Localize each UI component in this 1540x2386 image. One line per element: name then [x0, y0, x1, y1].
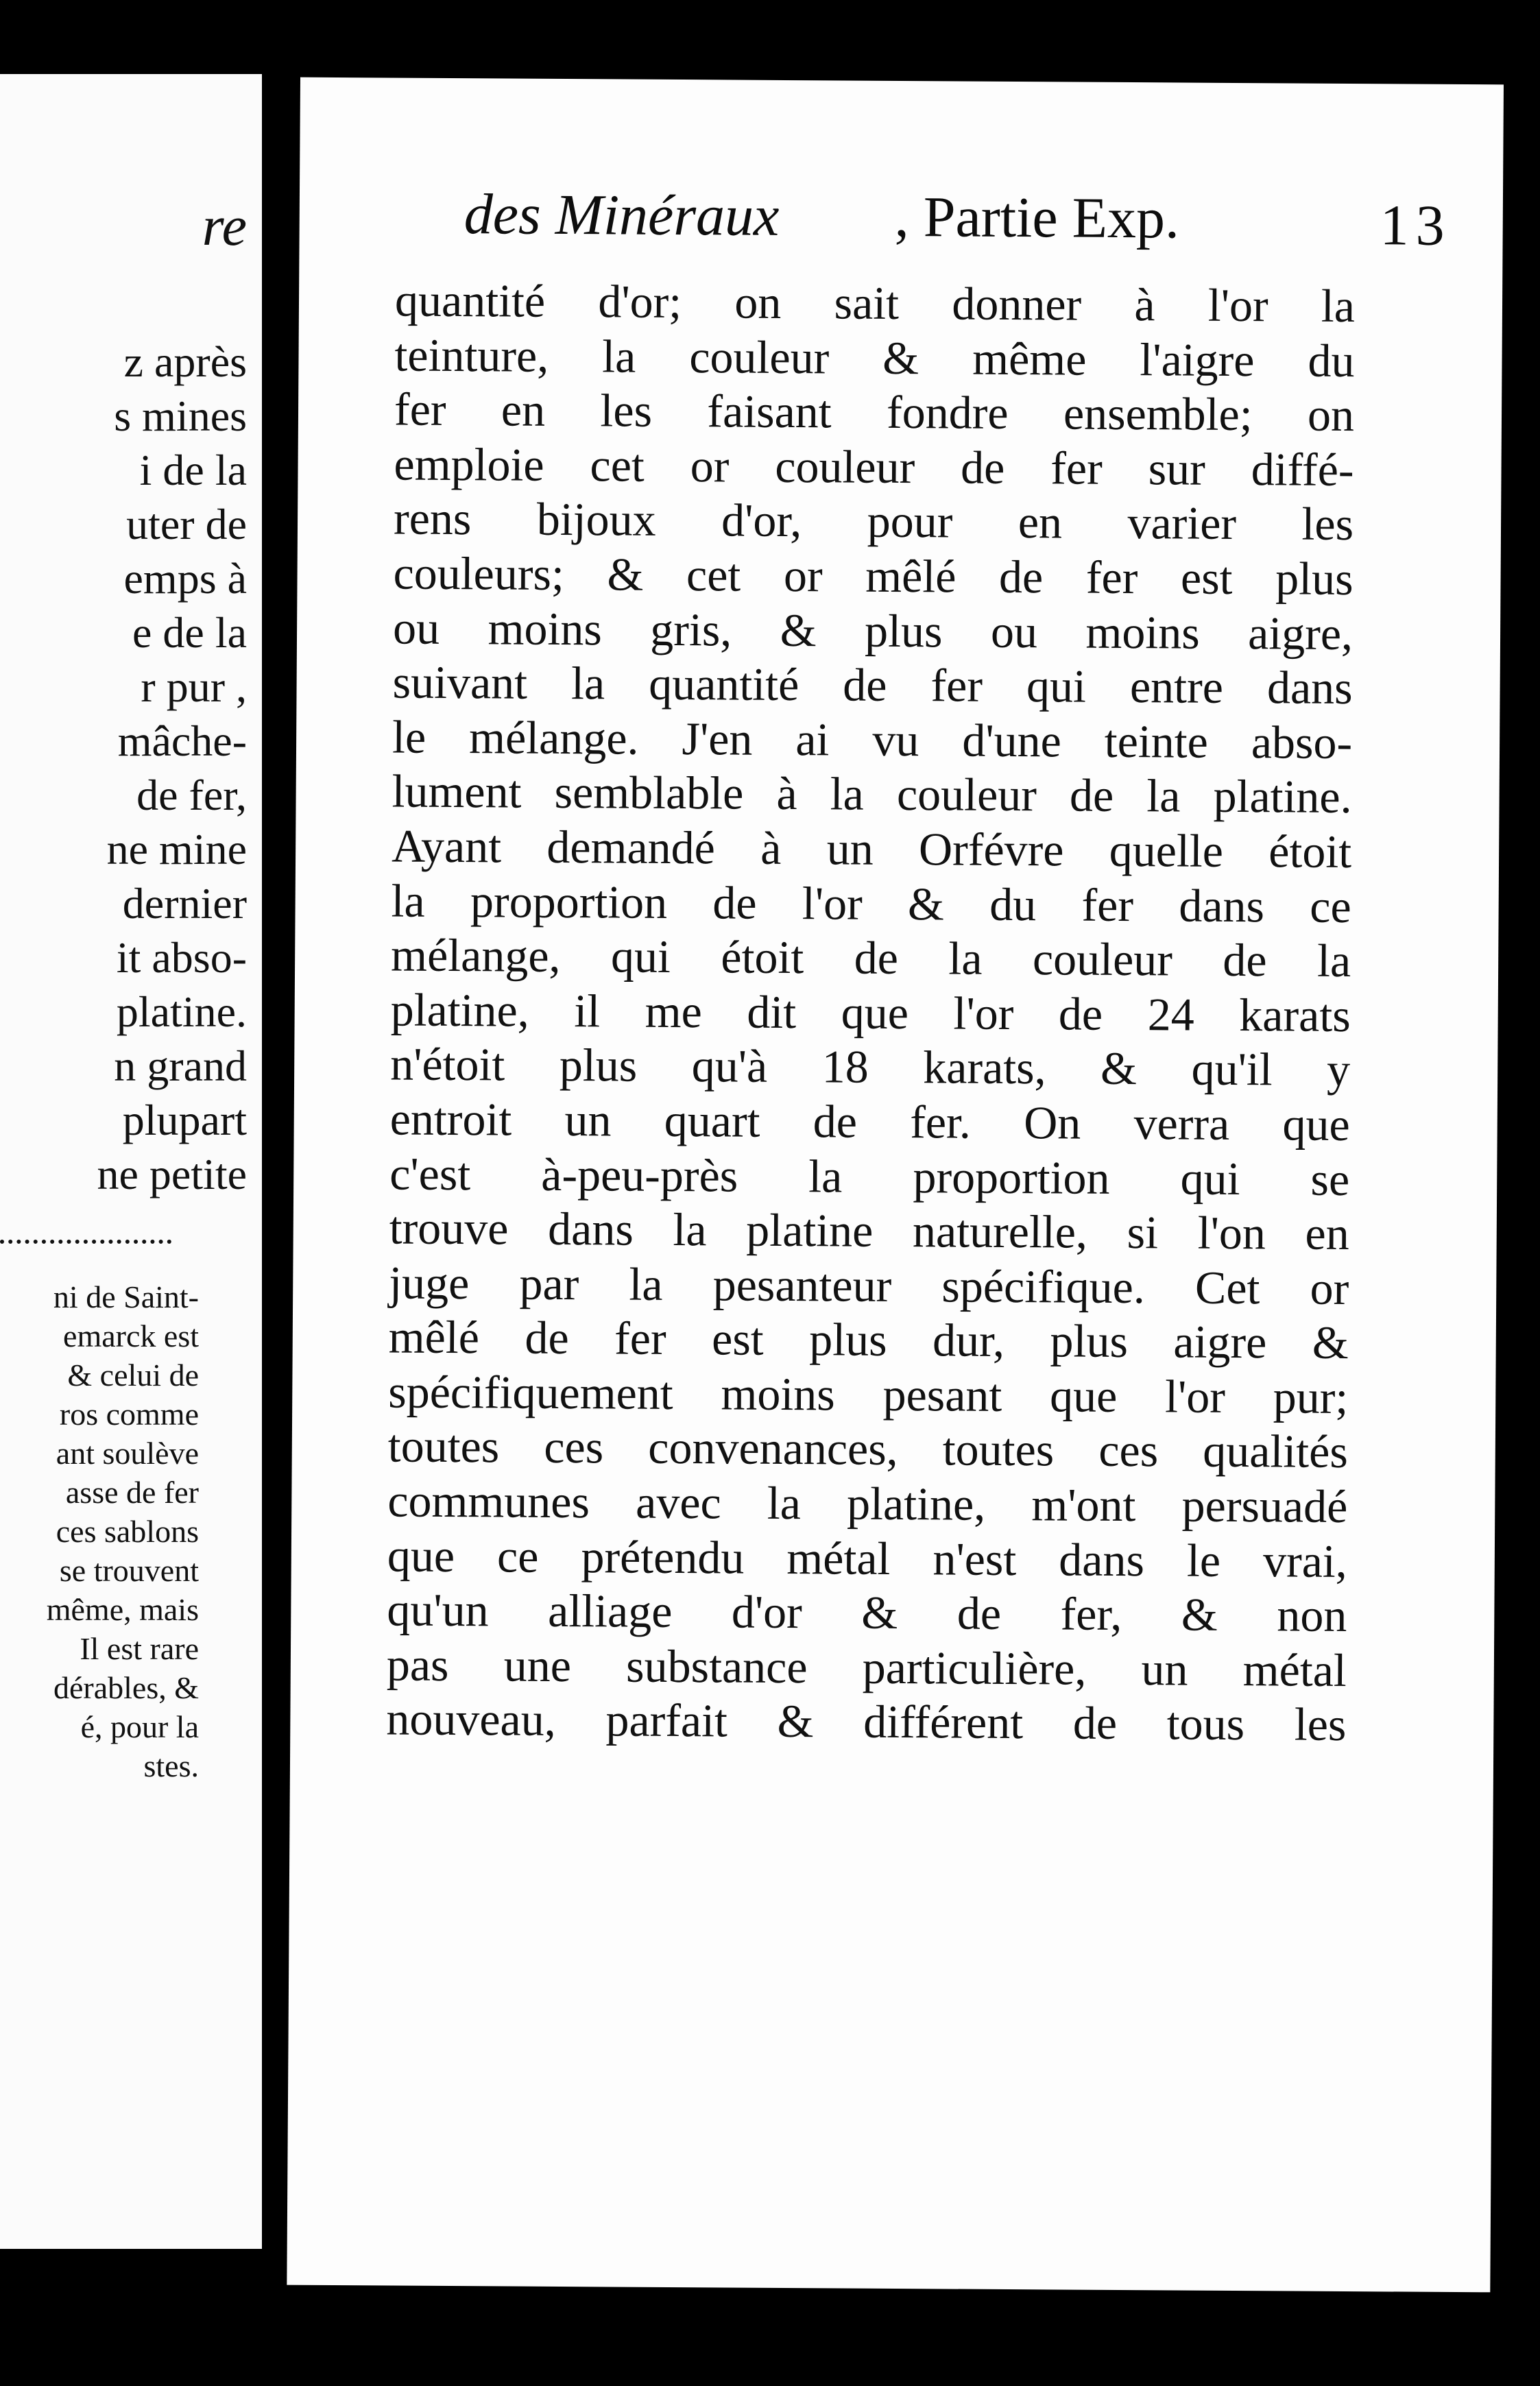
body-line: lument semblable à la couleur de la platine. [392, 764, 1352, 823]
body-line: trouve dans la platine naturelle, si l'on en [389, 1201, 1349, 1260]
body-line: quantité d'or; on sait donner à l'or la [394, 274, 1356, 333]
body-line: ou moins gris, & plus ou moins aigre, [392, 601, 1353, 660]
left-page-line: plupart [122, 1096, 247, 1144]
footnote-line: même, mais [46, 1592, 199, 1627]
footnote-line: se trouvent [59, 1553, 199, 1588]
left-page-body [0, 335, 247, 1201]
main-body-text [386, 273, 1355, 1752]
left-running-head: re [202, 195, 247, 257]
body-line: la proportion de l'or & du fer dans ce [391, 874, 1351, 932]
footnote-line: ant soulève [56, 1436, 199, 1471]
left-page-line: de fer, [136, 771, 247, 819]
body-line: spécifiquement moins pesant que l'or pur; [388, 1365, 1349, 1423]
body-line: rens bijoux d'or, pour en varier les [393, 492, 1354, 551]
left-page-line: z après [123, 337, 247, 386]
footnote-line: asse de fer [65, 1475, 199, 1510]
body-line: nouveau, parfait & différent de tous les [386, 1692, 1347, 1751]
left-page-line: s mines [114, 391, 247, 440]
body-line: fer en les faisant fondre ensemble; on [394, 383, 1355, 442]
footnote-line: ces sablons [56, 1514, 199, 1549]
body-line: platine, il me dit que l'or de 24 karats [390, 983, 1351, 1041]
body-line: pas une substance particulière, un métal [386, 1638, 1347, 1696]
running-head-section: , Partie Exp. [894, 184, 1180, 251]
footnote-line: é, pour la [80, 1709, 199, 1744]
left-page-line: ne petite [97, 1150, 247, 1198]
body-line: le mélange. J'en ai vu d'une teinte abso- [392, 710, 1353, 769]
left-page-line: dernier [122, 879, 247, 928]
body-line: mélange, qui étoit de la couleur de la [390, 928, 1351, 987]
footnote-line: emarck est [63, 1318, 199, 1353]
body-line: n'étoit plus qu'à 18 karats, & qu'il y [389, 1037, 1351, 1096]
running-head-title: des Minéraux [464, 182, 780, 248]
footnote-line: ni de Saint- [53, 1279, 199, 1314]
left-page-line: mâche- [117, 716, 247, 765]
page-number: 13 [1380, 193, 1452, 258]
footnote-line: stes. [143, 1748, 199, 1783]
body-line: emploie cet or couleur de fer sur diffé- [394, 437, 1354, 496]
left-page-line: uter de [126, 500, 247, 549]
left-page-line: e de la [132, 608, 247, 657]
body-line: toutes ces convenances, toutes ces qualités [387, 1419, 1349, 1478]
left-page-line: ne mine [106, 825, 247, 873]
footnote-line: ros comme [59, 1397, 199, 1432]
body-line: communes avec la platine, m'ont persuadé [387, 1474, 1348, 1533]
footnote-line: & celui de [67, 1358, 199, 1393]
left-page-line: it abso- [116, 933, 247, 982]
left-page-line: i de la [139, 446, 247, 494]
body-line: suivant la quantité de fer qui entre dans [392, 655, 1353, 714]
body-line: qu'un alliage d'or & de fer, & non [387, 1583, 1347, 1642]
body-line: couleurs; & cet or mêlé de fer est plus [393, 546, 1353, 605]
main-page [287, 77, 1504, 2293]
left-page-line: n grand [114, 1041, 247, 1090]
left-page-line: emps à [123, 554, 247, 603]
body-line: que ce prétendu métal n'est dans le vrai, [387, 1529, 1348, 1587]
body-line: Ayant demandé à un Orfévre quelle étoit [391, 819, 1352, 878]
body-line: teinture, la couleur & même l'aigre du [394, 328, 1355, 387]
body-line: mêlé de fer est plus dur, plus aigre & [388, 1310, 1349, 1369]
left-page-line: platine. [116, 987, 247, 1036]
left-page [0, 74, 262, 2249]
footnote-line: Il est rare [80, 1631, 199, 1666]
left-page-footnotes [0, 1277, 199, 1785]
body-line: entroit un quart de fer. On verra que [389, 1092, 1350, 1150]
footnote-rule [0, 1240, 171, 1244]
body-line: juge par la pesanteur spécifique. Cet or [389, 1256, 1349, 1314]
footnote-line: dérables, & [53, 1670, 199, 1705]
left-page-line: r pur , [141, 662, 247, 711]
body-line: c'est à-peu-près la proportion qui se [389, 1146, 1350, 1205]
running-head [388, 180, 1452, 262]
